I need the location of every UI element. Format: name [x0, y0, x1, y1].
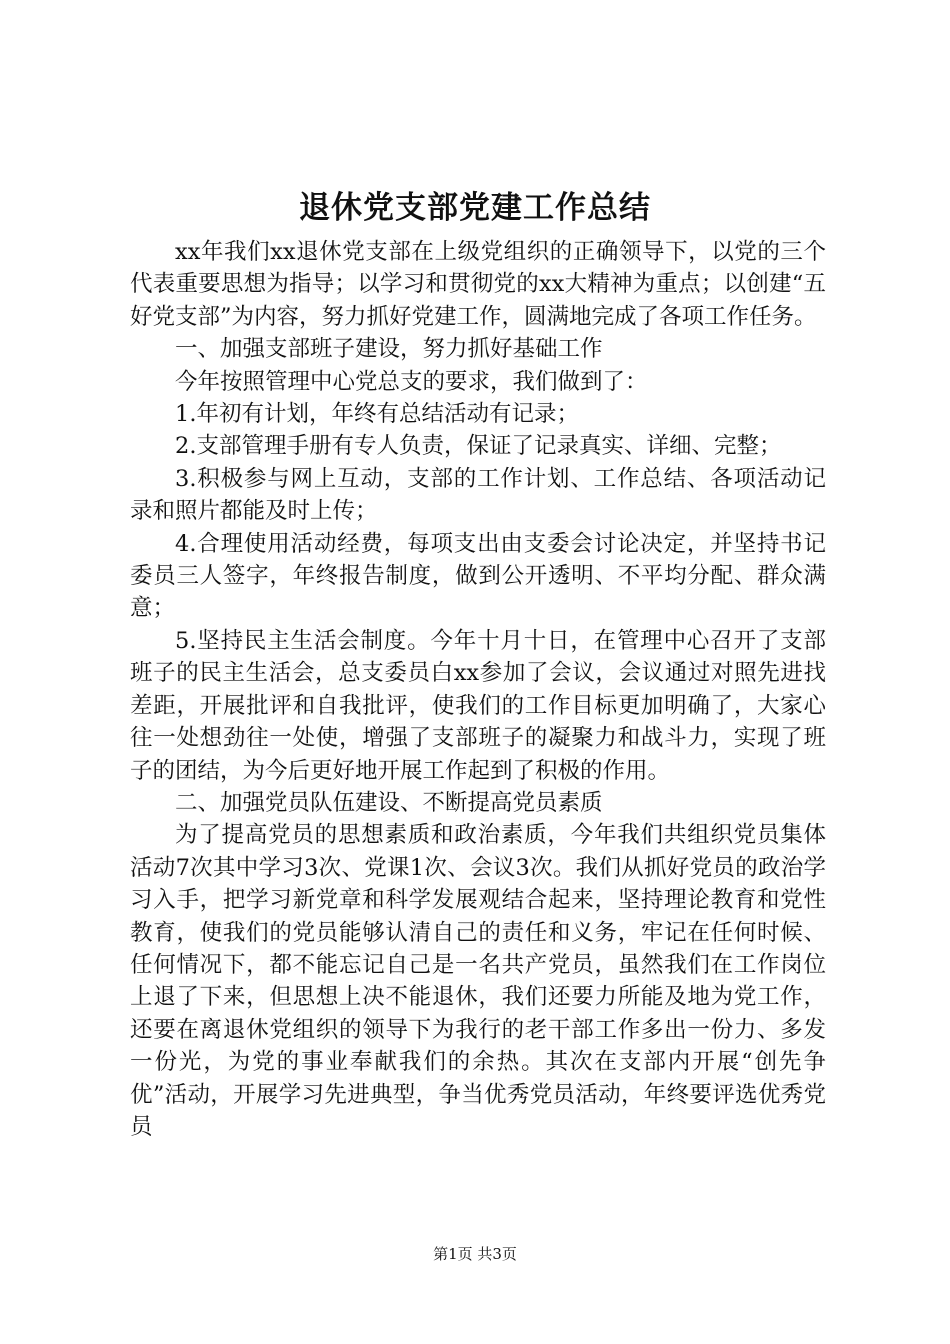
paragraph: 为了提高党员的思想素质和政治素质，今年我们共组织党员集体活动7次其中学习3次、党课1次、会议3次。我们从抓好党员的政治学习入手，把学习新党章和科学发展观结合起来，坚持理论教育和党性教育，使我们的党员能够认清自己的责任和义务，牢记在任何时候、任何情况下，都不能忘记自己是一名共产党员，虽然我们在工作岗位上退了下来，但思想上决不能退休，我们还要力所能及地为党工作，还要在离退休党组织的领导下为我行的老干部工作多出一份力、多发一份光，为党的事业奉献我们的余热。其次在支部内开展“创先争优”活动，开展学习先进典型，争当优秀党员活动，年终要评选优秀党员 [130, 822, 826, 1140]
list-item: 2.支部管理手册有专人负责，保证了记录真实、详细、完整； [175, 433, 782, 460]
page-number-footer: 第1页 共3页 [433, 1245, 517, 1263]
list-item: 4.合理使用活动经费，每项支出由支委会讨论决定，并坚持书记委员三人签字，年终报告制度，做到公开透明、不平均分配、群众满意； [130, 530, 826, 622]
paragraph-intro: xx年我们xx退休党支部在上级党组织的正确领导下，以党的三个代表重要思想为指导；以学习和贯彻党的xx大精神为重点；以创建“五好党支部”为内容，努力抓好党建工作，圆满地完成了各项工作任务。 [130, 239, 826, 330]
document-title: 退休党支部党建工作总结 [299, 190, 651, 226]
list-item: 3.积极参与网上互动，支部的工作计划、工作总结、各项活动记录和照片都能及时上传； [130, 465, 826, 525]
list-item: 1.年初有计划，年终有总结活动有记录； [175, 401, 579, 428]
section-heading-1: 一、加强支部班子建设，努力抓好基础工作 [175, 336, 603, 363]
paragraph: 今年按照管理中心党总支的要求，我们做到了： [175, 368, 648, 395]
document-body [130, 236, 826, 1143]
list-item: 5.坚持民主生活会制度。今年十月十日，在管理中心召开了支部班子的民主生活会，总支委员白xx参加了会议，会议通过对照先进找差距，开展批评和自我批评，使我们的工作目标更加明确了，大家心往一处想劲往一处使，增强了支部班子的凝聚力和战斗力，实现了班子的团结，为今后更好地开展工作起到了积极的作用。 [130, 627, 826, 784]
section-heading-2: 二、加强党员队伍建设、不断提高党员素质 [175, 789, 603, 816]
